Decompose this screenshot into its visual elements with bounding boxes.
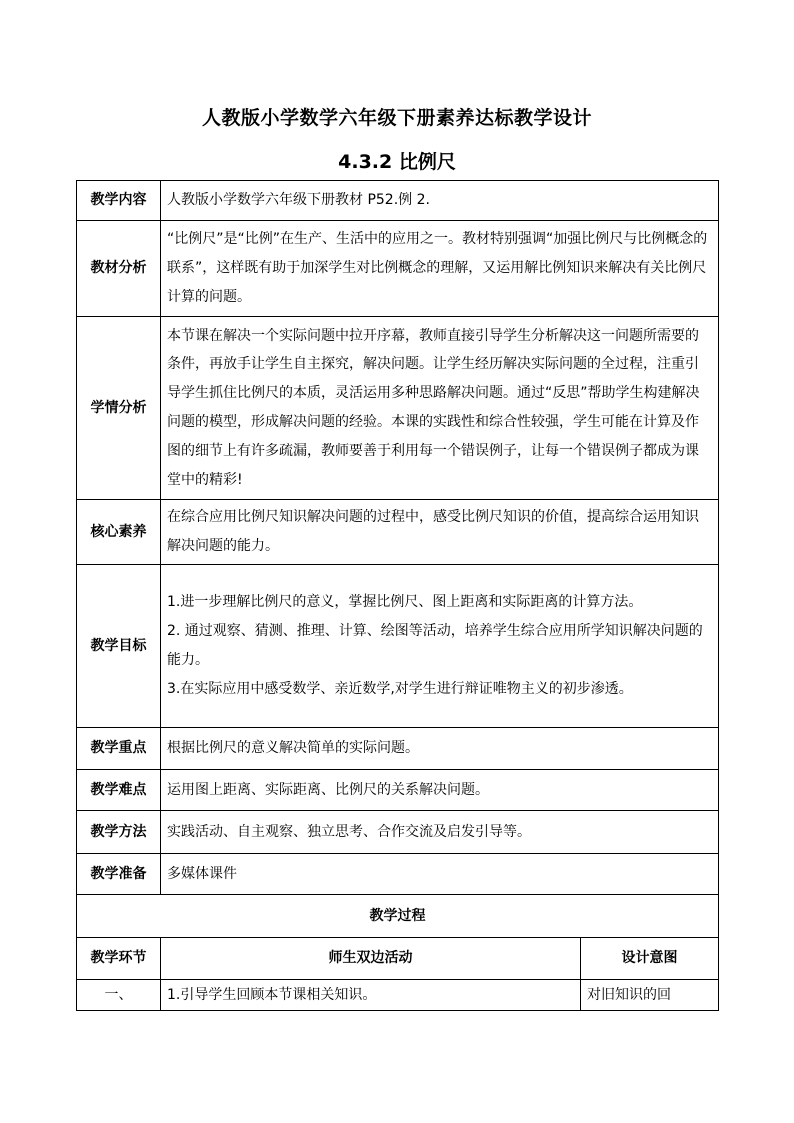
row-label: 教学难点 — [77, 770, 161, 811]
goal-item: 2. 通过观察、猜测、推理、计算、绘图等活动，培养学生综合应用所学知识解决问题的能力。 — [167, 623, 703, 668]
process-header-row — [77, 938, 719, 980]
row-label: 教学重点 — [77, 728, 161, 770]
row-teaching-content — [77, 181, 719, 221]
process-header-stage: 教学环节 — [77, 938, 161, 980]
process-row — [77, 980, 719, 1011]
row-teaching-methods — [77, 811, 719, 854]
row-teaching-goals — [77, 565, 719, 728]
row-content — [161, 565, 719, 728]
row-content: 实践活动、自主观察、独立思考、合作交流及启发引导等。 — [161, 811, 719, 854]
row-label: 核心素养 — [77, 500, 161, 565]
row-label: 教学准备 — [77, 854, 161, 895]
row-label: 学情分析 — [77, 317, 161, 500]
lesson-plan-table — [76, 180, 719, 1011]
lesson-subtitle: 4.3.2 比例尺 — [338, 151, 456, 173]
row-process-title — [77, 895, 719, 938]
row-core-literacy — [77, 500, 719, 565]
row-label: 教学方法 — [77, 811, 161, 854]
process-header-activity: 师生双边活动 — [161, 938, 581, 980]
row-textbook-analysis — [77, 221, 719, 317]
row-content: 人教版小学数学六年级下册教材 P52.例 2. — [161, 181, 719, 221]
process-header-intent: 设计意图 — [581, 938, 719, 980]
row-preparation — [77, 854, 719, 895]
goal-item: 3.在实际应用中感受数学、亲近数学,对学生进行辩证唯物主义的初步渗透。 — [167, 680, 633, 697]
row-student-analysis — [77, 317, 719, 500]
row-content: 在综合应用比例尺知识解决问题的过程中，感受比例尺知识的价值，提高综合运用知识解决问题的能力。 — [161, 500, 719, 565]
document-title: 人教版小学数学六年级下册素养达标教学设计 — [201, 107, 592, 129]
process-activity: 1.引导学生回顾本节课相关知识。 — [161, 980, 581, 1011]
row-content: 多媒体课件 — [161, 854, 719, 895]
row-content: 本节课在解决一个实际问题中拉开序幕，教师直接引导学生分析解决这一问题所需要的条件，再放手让学生自主探究，解决问题。让学生经历解决实际问题的全过程，注重引导学生抓住比例尺的本质，灵活运用多种思路解决问题。通过“反思”帮助学生构建解决问题的模型，形成解决问题的经验。本课的实践性和综合性较强，学生可能在计算及作图的细节上有许多疏漏，教师要善于利用每一个错误例子，让每一个错误例子都成为课堂中的精彩! — [161, 317, 719, 500]
row-label: 教学目标 — [77, 565, 161, 728]
process-intent: 对旧知识的回 — [581, 980, 719, 1011]
row-key-points — [77, 728, 719, 770]
process-stage: 一、 — [77, 980, 161, 1011]
goal-item: 1.进一步理解比例尺的意义，掌握比例尺、图上距离和实际距离的计算方法。 — [167, 594, 643, 611]
row-label: 教学内容 — [77, 181, 161, 221]
process-title: 教学过程 — [77, 895, 719, 938]
row-label: 教材分析 — [77, 221, 161, 317]
row-difficulties — [77, 770, 719, 811]
row-content: 运用图上距离、实际距离、比例尺的关系解决问题。 — [161, 770, 719, 811]
row-content: “比例尺”是“比例”在生产、生活中的应用之一。教材特别强调“加强比例尺与比例概念的联系”，这样既有助于加深学生对比例概念的理解，又运用解比例知识来解决有关比例尺计算的问题。 — [161, 221, 719, 317]
row-content: 根据比例尺的意义解决简单的实际问题。 — [161, 728, 719, 770]
